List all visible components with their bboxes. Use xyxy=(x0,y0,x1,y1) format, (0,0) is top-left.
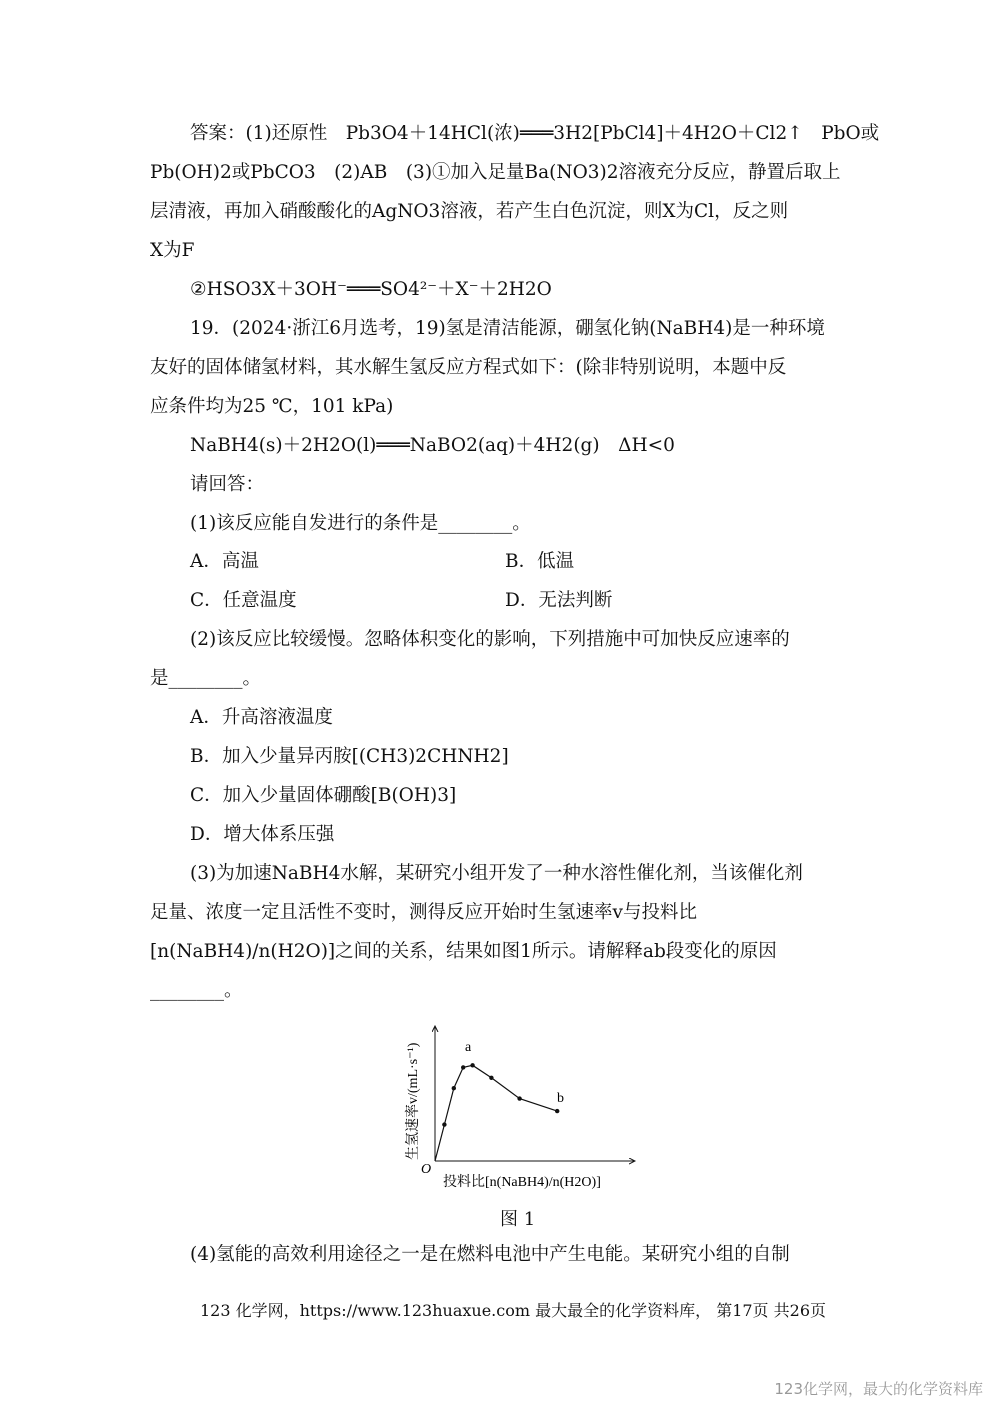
rate-vs-ratio-chart xyxy=(395,1018,645,1193)
part-4-line-1: (4)氢能的高效利用途径之一是在燃料电池中产生电能。某研究小组的自制 xyxy=(190,1244,790,1265)
x-axis-label: 投料比[n(NaBH4)/n(H2O)] xyxy=(443,1175,601,1190)
part-3-line-4: ________。 xyxy=(150,980,243,1001)
data-point xyxy=(517,1096,521,1100)
part-1-option-c: C．任意温度 xyxy=(190,590,297,611)
data-point xyxy=(489,1076,493,1080)
part-3-line-2: 足量、浓度一定且活性不变时，测得反应开始时生氢速率v与投料比 xyxy=(150,902,697,923)
series-line xyxy=(435,1065,557,1161)
series-points xyxy=(442,1063,559,1127)
data-point xyxy=(452,1086,456,1090)
question-19-line-1: 19．(2024·浙江6月选考，19)氢是清洁能源，硼氢化钠(NaBH4)是一种环境 xyxy=(190,318,825,339)
page-footer: 123 化学网，https://www.123huaxue.com 最大最全的化学资料库， 第17页 共26页 xyxy=(200,1301,827,1320)
part-2-option-d: D．增大体系压强 xyxy=(190,824,335,845)
data-point xyxy=(442,1122,446,1126)
part-2-question-line-1: (2)该反应比较缓慢。忽略体积变化的影响，下列措施中可加快反应速率的 xyxy=(190,629,790,650)
answer-line-4: X为F xyxy=(150,240,195,261)
part-2-option-b: B．加入少量异丙胺[(CH3)2CHNH2] xyxy=(190,746,509,767)
part-2-option-c: C．加入少量固体硼酸[B(OH)3] xyxy=(190,785,457,806)
part-3-line-3: [n(NaBH4)/n(H2O)]之间的关系，结果如图1所示。请解释ab段变化的原因 xyxy=(150,941,777,962)
reaction-equation: NaBH4(s)＋2H2O(l)═══NaBO2(aq)＋4H2(g) ΔH<0 xyxy=(190,435,675,456)
question-19-line-3: 应条件均为25 ℃，101 kPa) xyxy=(150,396,394,417)
data-point xyxy=(555,1109,559,1113)
watermark: 123化学网，最大的化学资料库 xyxy=(774,1380,983,1398)
figure-caption: 图 1 xyxy=(500,1209,536,1230)
data-point xyxy=(461,1065,465,1069)
y-axis-label: 生氢速率v/(mL·s⁻¹) xyxy=(406,1042,421,1160)
answer-line-1: 答案：(1)还原性 Pb3O4＋14HCl(浓)═══3H2[PbCl4]＋4H2O＋Cl2↑ PbO或 xyxy=(190,123,880,144)
question-19-line-2: 友好的固体储氢材料，其水解生氢反应方程式如下：(除非特别说明，本题中反 xyxy=(150,357,787,378)
answer-line-3: 层清液，再加入硝酸酸化的AgNO3溶液，若产生白色沉淀，则X为Cl，反之则 xyxy=(150,201,789,222)
data-point xyxy=(470,1063,474,1067)
origin-label: O xyxy=(421,1162,432,1177)
part-2-option-a: A．升高溶液温度 xyxy=(190,707,333,728)
part-1-option-d: D．无法判断 xyxy=(505,590,613,611)
point-label-b: b xyxy=(557,1091,564,1106)
part-3-line-1: (3)为加速NaBH4水解，某研究小组开发了一种水溶性催化剂，当该催化剂 xyxy=(190,863,803,884)
part-2-question-line-2: 是________。 xyxy=(150,668,262,689)
part-1-option-b: B．低温 xyxy=(505,551,575,572)
part-1-question: (1)该反应能自发进行的条件是________。 xyxy=(190,513,531,534)
answer-line-2: Pb(OH)2或PbCO3 (2)AB (3)①加入足量Ba(NO3)2溶液充分反应，静置后取上 xyxy=(150,162,841,183)
part-1-option-a: A．高温 xyxy=(190,551,259,572)
please-answer: 请回答： xyxy=(190,474,265,495)
answer-line-5: ②HSO3X＋3OH⁻═══SO4²⁻＋X⁻＋2H2O xyxy=(190,279,552,300)
point-label-a: a xyxy=(465,1040,472,1055)
